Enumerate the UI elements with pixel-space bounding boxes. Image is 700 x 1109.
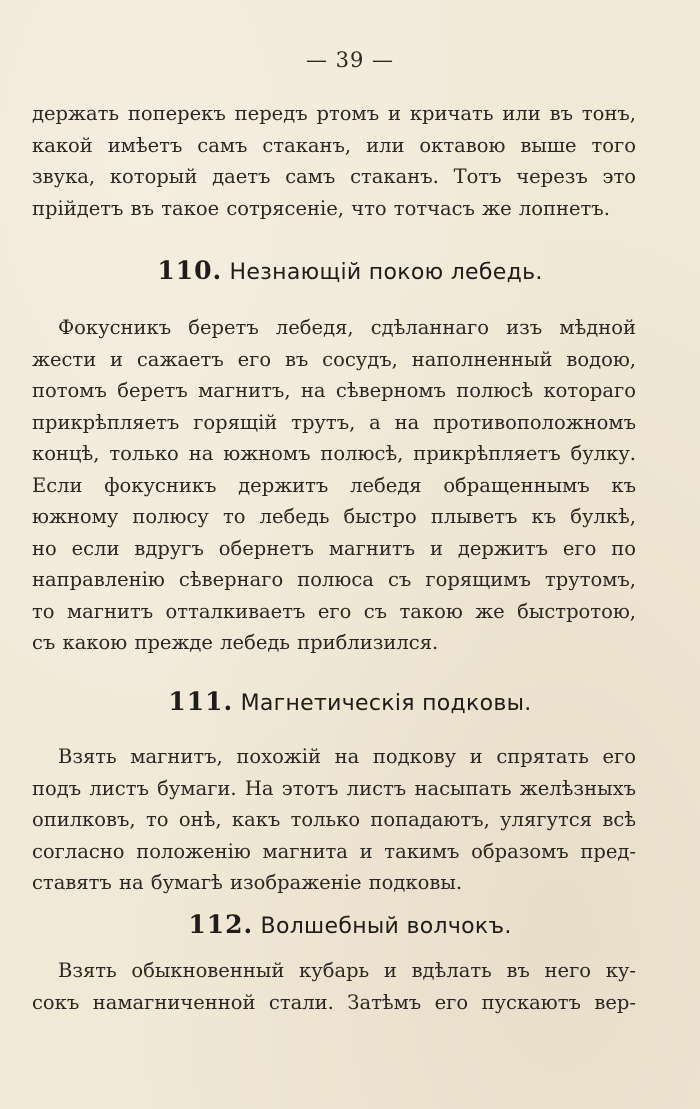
section-heading-110 bbox=[0, 256, 700, 285]
text-line: ставятъ на бумагѣ изображеніе подковы. bbox=[32, 871, 463, 894]
text-line: потомъ беретъ магнитъ, на сѣверномъ полюсѣ котораго bbox=[32, 379, 636, 402]
text-line: Если фокусникъ держитъ лебедя обращеннымъ къ bbox=[32, 473, 636, 497]
text-line: то магнитъ отталкиваетъ его съ такою же быстротою, bbox=[32, 599, 636, 623]
section-title: Незнающій покою лебедь. bbox=[229, 260, 543, 285]
text-line: жести и сажаетъ его въ сосудъ, наполненный водою, bbox=[32, 347, 636, 371]
text-line: согласно положенію магнита и такимъ образомъ пред- bbox=[32, 839, 636, 863]
text-line: южному полюсу то лебедь быстро плыветъ къ булкѣ, bbox=[32, 505, 636, 528]
text-line: сокъ намагниченной стали. Затѣмъ его пускаютъ вер- bbox=[32, 990, 636, 1014]
text-line: звука, который даетъ самъ стаканъ. Тотъ черезъ это bbox=[32, 165, 636, 188]
text-line: съ какою прежде лебедь приблизился. bbox=[32, 631, 439, 654]
section-title: Волшебный волчокъ. bbox=[260, 914, 512, 939]
text-line: направленію сѣвернаго полюса съ горящимъ трутомъ, bbox=[32, 568, 636, 591]
text-line: прійдетъ въ такое сотрясеніе, что тотчасъ же лопнетъ. bbox=[32, 196, 610, 220]
section-title: Магнетическія подковы. bbox=[240, 691, 532, 716]
section-number: 112. bbox=[188, 910, 254, 939]
text-line: Фокусникъ беретъ лебедя, сдѣланнаго изъ мѣдной bbox=[58, 316, 636, 339]
text-line: опилковъ, то онѣ, какъ только попадаютъ, улягутся всѣ bbox=[32, 808, 636, 831]
page-number: — 39 — bbox=[305, 48, 395, 72]
text-line: подъ листъ бумаги. На этотъ листъ насыпать желѣзныхъ bbox=[32, 776, 636, 800]
section-heading-112 bbox=[0, 910, 700, 939]
text-line: Взять магнитъ, похожій на подкову и спрятать его bbox=[58, 745, 636, 768]
paragraph-top bbox=[32, 955, 636, 1018]
paragraph-continued bbox=[32, 98, 636, 224]
text-line: Взять обыкновенный кубарь и вдѣлать въ него ку- bbox=[58, 959, 636, 982]
text-line: какой имѣетъ самъ стаканъ, или октавою выше того bbox=[32, 133, 636, 157]
text-line: держать поперекъ передъ ртомъ и кричать или въ тонъ, bbox=[32, 102, 636, 125]
section-number: 111. bbox=[168, 687, 234, 716]
paragraph-swan bbox=[32, 312, 636, 659]
text-line: концѣ, только на южномъ полюсѣ, прикрѣпляетъ булку. bbox=[32, 442, 636, 465]
text-line: прикрѣпляетъ горящій трутъ, а на противоположномъ bbox=[32, 410, 636, 434]
section-number: 110. bbox=[157, 256, 223, 285]
paragraph-horseshoe bbox=[32, 741, 636, 899]
text-line: но если вдругъ обернетъ магнитъ и держитъ его по bbox=[32, 536, 636, 560]
section-heading-111 bbox=[0, 687, 700, 716]
